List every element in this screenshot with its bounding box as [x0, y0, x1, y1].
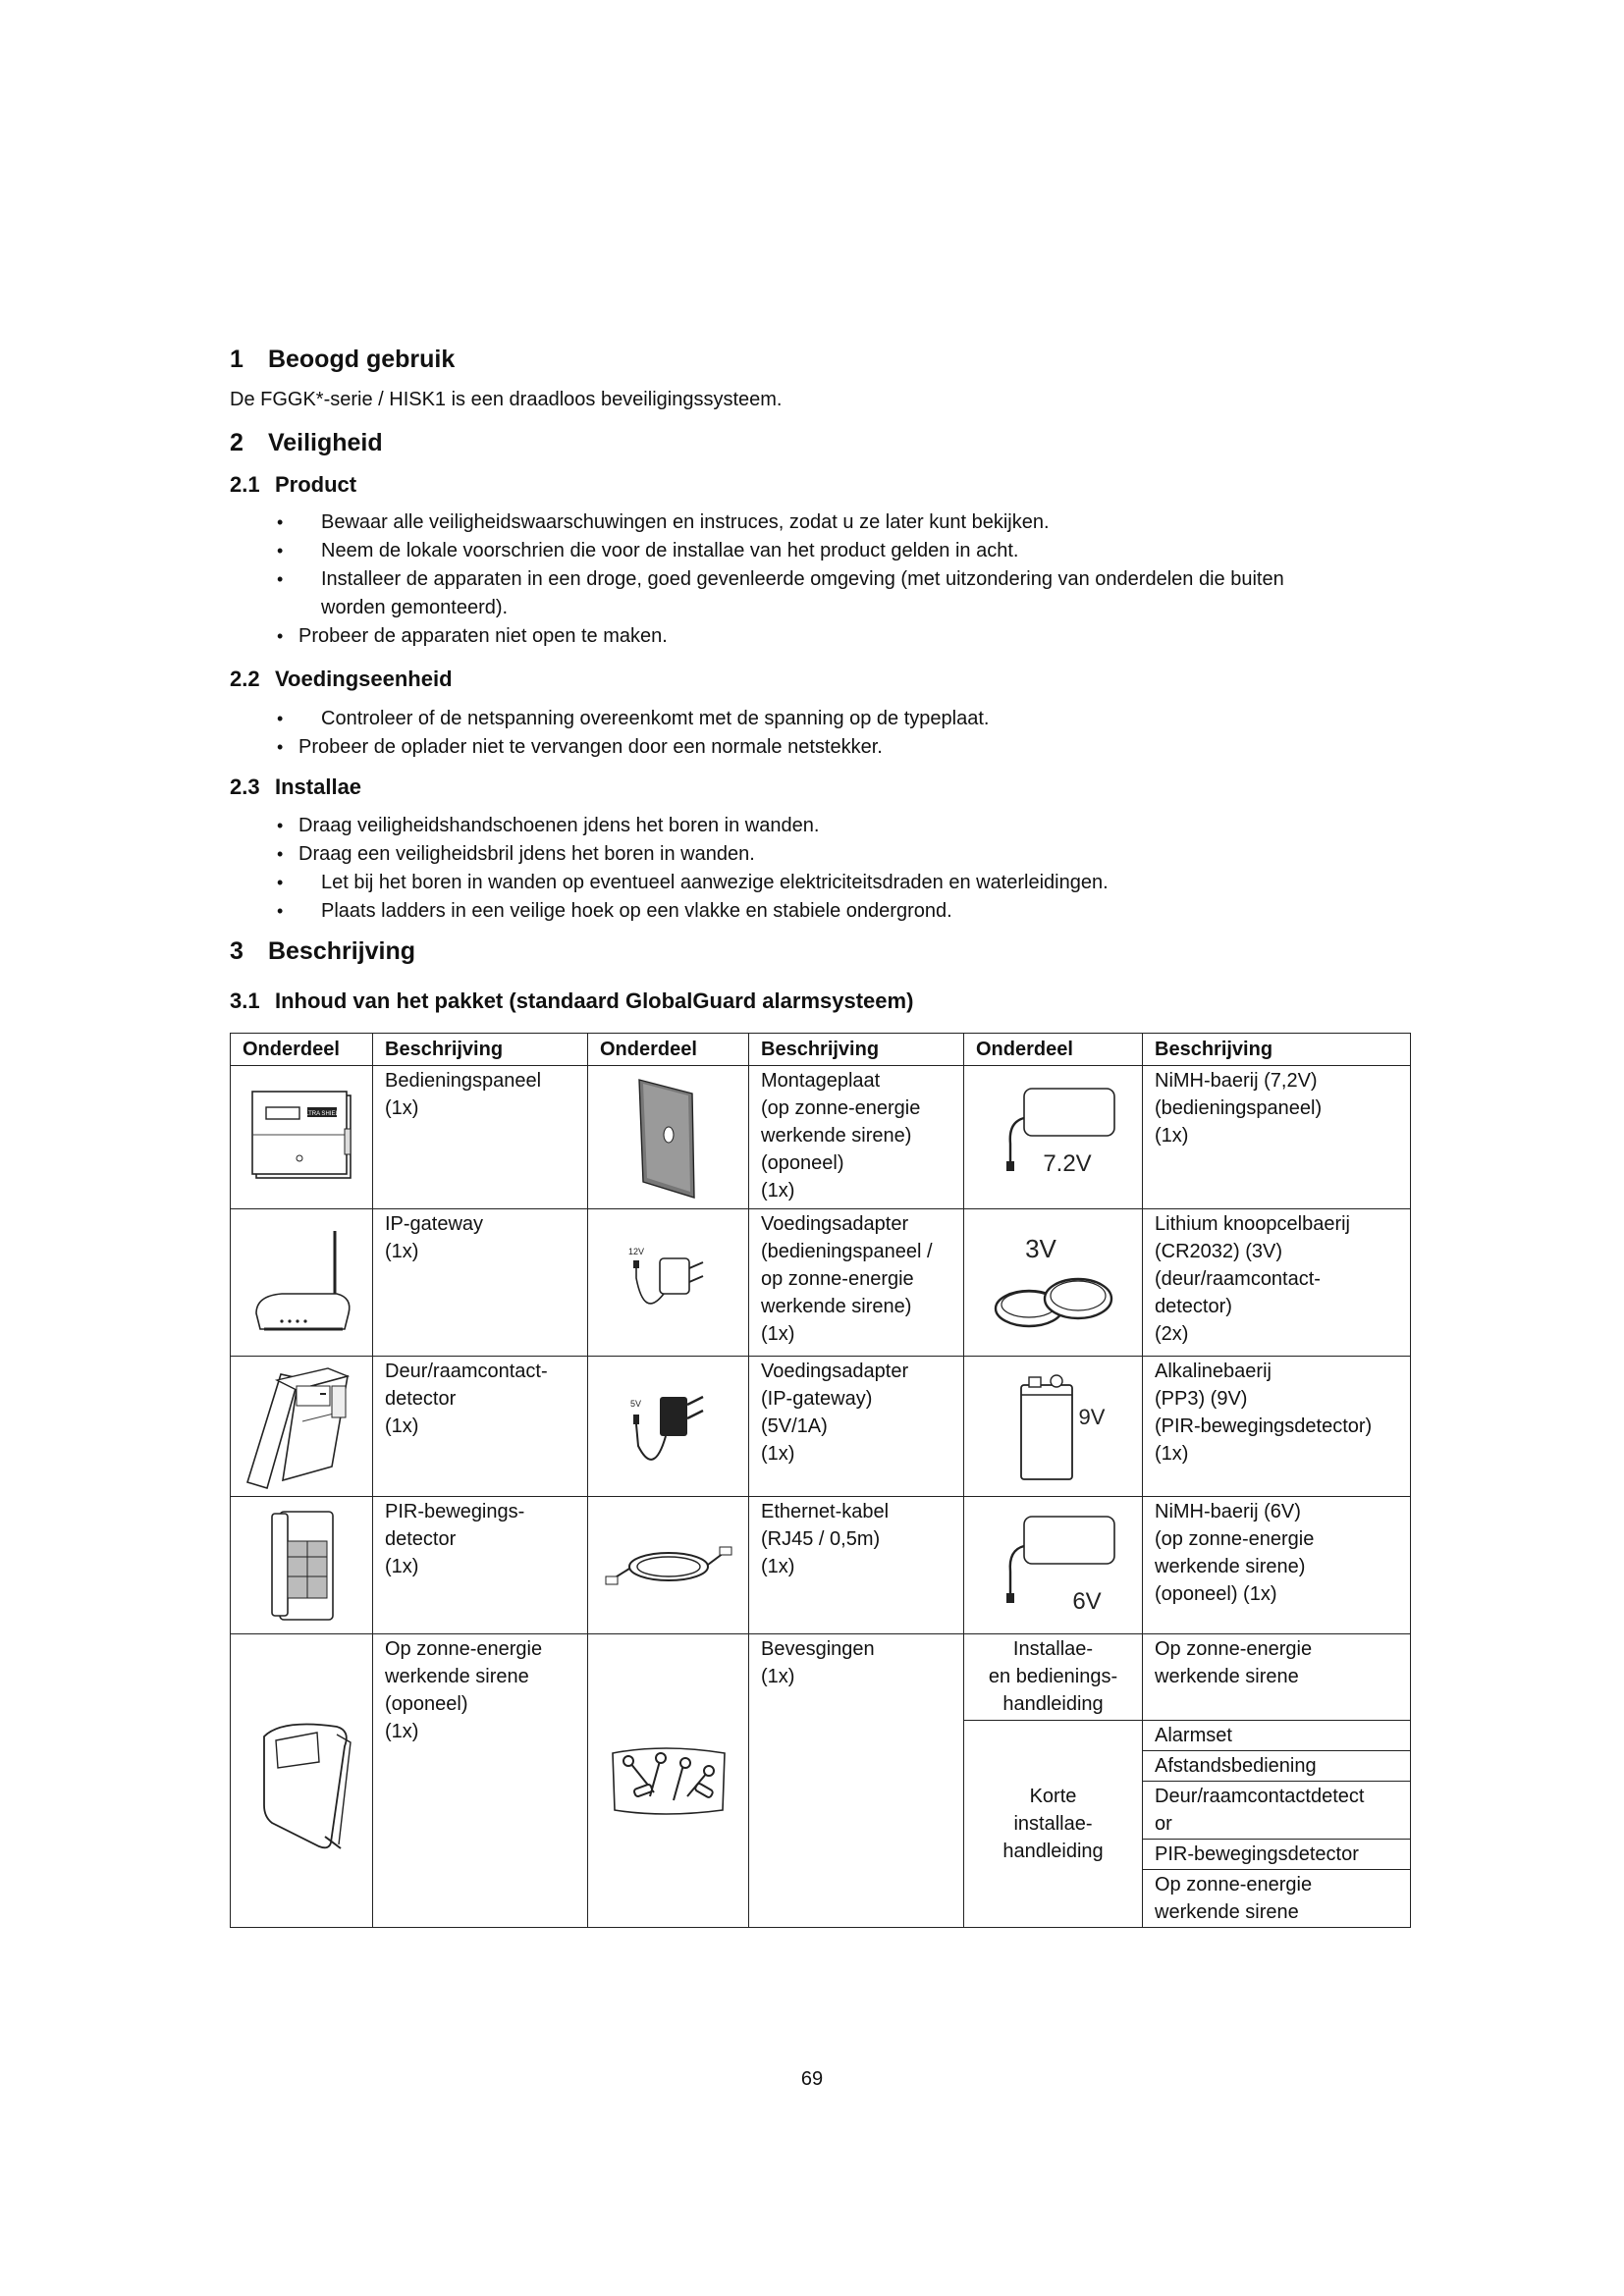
table-header: Onderdeel	[964, 1034, 1143, 1066]
desc-cell: Voedingsadapter (IP-gateway) (5V/1A) (1x)	[749, 1357, 964, 1497]
desc-cell: Op zonne-energie werkende sirene	[1143, 1634, 1411, 1721]
svg-text:3V: 3V	[1024, 1233, 1056, 1263]
list-item: • Plaats ladders in een veilige hoek op een vlakke en stabiele ondergrond.	[277, 900, 952, 922]
table-header: Onderdeel	[231, 1034, 373, 1066]
table-header-row	[231, 1034, 1411, 1066]
list-item: • Installeer de apparaten in een droge, goed gevenleerde omgeving (met uitzondering van onderdelen die buiten	[277, 568, 1284, 590]
table-row	[231, 1634, 1411, 1721]
svg-text:6V: 6V	[1071, 1587, 1102, 1615]
svg-text:9V: 9V	[1078, 1405, 1105, 1429]
mounting-plate-icon	[629, 1074, 708, 1201]
control-panel-image	[231, 1066, 373, 1209]
table-header: Beschrijving	[1143, 1034, 1411, 1066]
solar-siren-image	[231, 1634, 373, 1928]
power-adapter-icon	[615, 1367, 723, 1485]
coin-cell-image	[964, 1209, 1143, 1357]
siren-icon	[243, 1707, 360, 1854]
9v-battery-icon	[990, 1367, 1117, 1485]
pir-sensor-icon	[252, 1502, 351, 1629]
manual-cell: Installae- en bedienings- handleiding	[964, 1634, 1143, 1721]
battery-pack-icon	[985, 1507, 1122, 1625]
heading-product: 2.1 Product	[230, 472, 357, 497]
battery-pack-icon	[985, 1079, 1122, 1197]
router-icon	[243, 1219, 360, 1347]
control-panel-icon	[243, 1084, 360, 1192]
heading-beschrijving: 3 Beschrijving	[230, 937, 416, 965]
power-adapter-icon	[615, 1229, 723, 1337]
desc-cell: Montageplaat (op zonne-energie werkende sirene) (oponeel) (1x)	[749, 1066, 964, 1209]
power-adapter-5v-image	[588, 1357, 749, 1497]
list-item: • Probeer de apparaten niet open te maken.	[277, 625, 668, 647]
pir-detector-image	[231, 1497, 373, 1634]
list-item: • Controleer of de netspanning overeenkomt met de spanning op de typeplaat.	[277, 708, 990, 729]
page-number: 69	[800, 2068, 824, 2090]
desc-cell: Alarmset	[1143, 1721, 1411, 1751]
table-row	[231, 1357, 1411, 1497]
table-header: Beschrijving	[373, 1034, 588, 1066]
coin-battery-icon	[980, 1224, 1127, 1342]
svg-text:5V: 5V	[629, 1399, 641, 1409]
table-header: Beschrijving	[749, 1034, 964, 1066]
list-item: • Neem de lokale voorschrien die voor de installae van het product gelden in acht.	[277, 540, 1019, 561]
door-window-sensor-image	[231, 1357, 373, 1497]
heading-voedingseenheid: 2.2 Voedingseenheid	[230, 667, 453, 691]
desc-cell: PIR-bewegings- detector (1x)	[373, 1497, 588, 1634]
installation-list	[0, 812, 1109, 926]
svg-text:7.2V: 7.2V	[1042, 1149, 1092, 1177]
heading-veiligheid: 2 Veiligheid	[230, 429, 383, 456]
table-row	[231, 1209, 1411, 1357]
desc-cell: Voedingsadapter (bedieningspaneel / op zonne-energie werkende sirene) (1x)	[749, 1209, 964, 1357]
ethernet-cable-image	[588, 1497, 749, 1634]
package-contents-table	[230, 1033, 1411, 1928]
desc-cell: Op zonne-energie werkende sirene (oponeel) (1x)	[373, 1634, 588, 1928]
alkaline-battery-9v-image	[964, 1357, 1143, 1497]
nimh-battery-72v-image	[964, 1066, 1143, 1209]
list-item: • Draag veiligheidshandschoenen jdens het boren in wanden.	[277, 815, 820, 836]
power-adapter-12v-image	[588, 1209, 749, 1357]
svg-text:12V: 12V	[627, 1246, 644, 1256]
list-item: • Let bij het boren in wanden op eventueel aanwezige elektriciteitsdraden en waterleidingen.	[277, 872, 1109, 893]
desc-cell: NiMH-baerij (6V) (op zonne-energie werkende sirene) (oponeel) (1x)	[1143, 1497, 1411, 1634]
table-row	[231, 1066, 1411, 1209]
fixings-image	[588, 1634, 749, 1928]
list-item: • Draag een veiligheidsbril jdens het boren in wanden.	[277, 843, 755, 865]
desc-cell: Bedieningspaneel (1x)	[373, 1066, 588, 1209]
intended-use-text: De FGGK*-serie / HISK1 is een draadloos beveiligingssysteem.	[230, 389, 783, 410]
desc-cell: Ethernet-kabel (RJ45 / 0,5m) (1x)	[749, 1497, 964, 1634]
list-item-continuation: worden gemonteerd).	[321, 597, 509, 618]
table-header: Onderdeel	[588, 1034, 749, 1066]
mounting-plate-image	[588, 1066, 749, 1209]
cable-icon	[600, 1531, 737, 1600]
list-item: • Probeer de oplader niet te vervangen door een normale netstekker.	[277, 736, 883, 758]
product-safety-list	[0, 508, 1284, 651]
desc-cell: Deur/raamcontactdetect or	[1143, 1782, 1411, 1840]
power-supply-list	[0, 705, 989, 762]
list-item: • Bewaar alle veiligheidswaarschuwingen en instruces, zodat u ze later kunt bekijken.	[277, 511, 1050, 533]
desc-cell: Bevesgingen (1x)	[749, 1634, 964, 1928]
door-sensor-icon	[238, 1361, 365, 1492]
desc-cell: IP-gateway (1x)	[373, 1209, 588, 1357]
desc-cell: Afstandsbediening	[1143, 1751, 1411, 1782]
desc-cell: Lithium knoopcelbaerij (CR2032) (3V) (deur/raamcontact- detector) (2x)	[1143, 1209, 1411, 1357]
desc-cell: NiMH-baerij (7,2V) (bedieningspaneel) (1x)	[1143, 1066, 1411, 1209]
quick-guide-cell: Korte installae- handleiding	[964, 1721, 1143, 1928]
desc-cell: Op zonne-energie werkende sirene	[1143, 1870, 1411, 1928]
desc-cell: Deur/raamcontact- detector (1x)	[373, 1357, 588, 1497]
heading-installatie: 2.3 Installae	[230, 774, 362, 799]
desc-cell: Alkalinebaerij (PP3) (9V) (PIR-bewegingsdetector) (1x)	[1143, 1357, 1411, 1497]
screws-icon	[605, 1741, 732, 1820]
heading-beoogd-gebruik: 1 Beoogd gebruik	[230, 346, 456, 373]
table-row	[231, 1497, 1411, 1634]
nimh-battery-6v-image	[964, 1497, 1143, 1634]
desc-cell: PIR-bewegingsdetector	[1143, 1840, 1411, 1870]
ip-gateway-image	[231, 1209, 373, 1357]
heading-inhoud-pakket: 3.1 Inhoud van het pakket (standaard GlobalGuard alarmsysteem)	[230, 988, 914, 1013]
svg-text:ULTRA SHIELD: ULTRA SHIELD	[300, 1110, 344, 1117]
